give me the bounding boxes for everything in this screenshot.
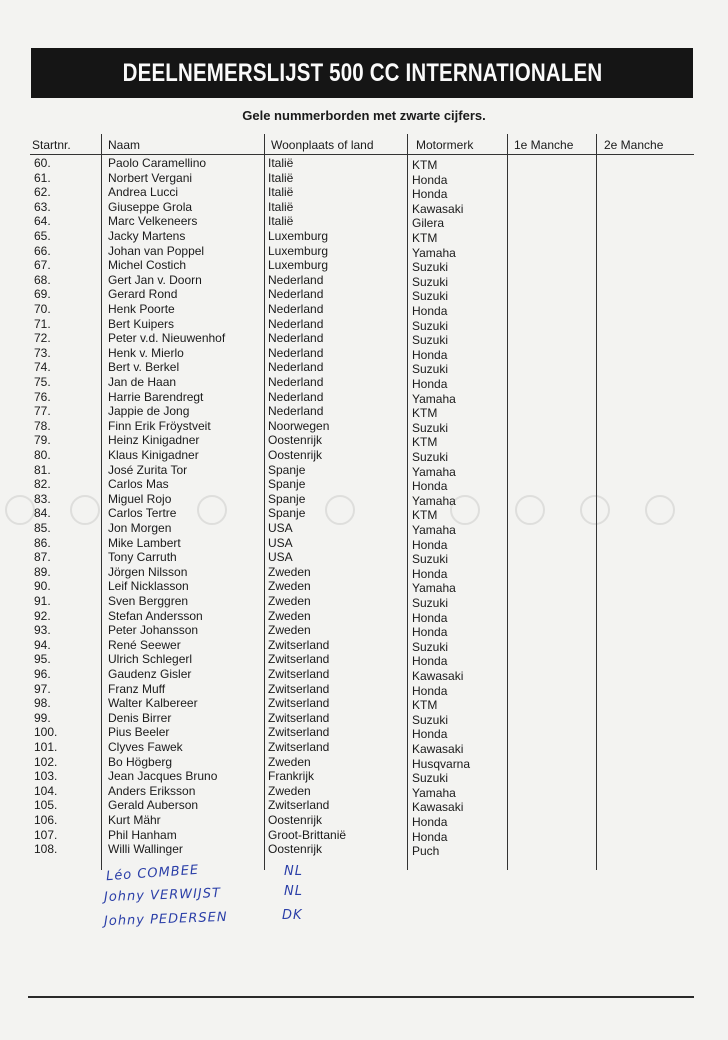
table-row: [30, 200, 694, 215]
place-cell: Frankrijk: [268, 769, 315, 784]
table-row: [30, 171, 694, 186]
make-cell: Kawasaki: [412, 800, 464, 815]
header-manche-2: 2e Manche: [604, 138, 664, 152]
startnr-cell: 85.: [34, 521, 51, 535]
name-cell: Anders Eriksson: [108, 783, 196, 798]
name-cell: Franz Muff: [108, 681, 166, 696]
header-manche-1: 1e Manche: [514, 138, 574, 152]
name-cell: Gaudenz Gisler: [108, 667, 192, 681]
table-row: [30, 755, 694, 770]
make-cell: Husqvarna: [412, 756, 471, 771]
name-cell: Marc Velkeneers: [108, 214, 198, 229]
make-cell: Yamaha: [412, 581, 456, 596]
table-row: [30, 798, 694, 813]
name-cell: Michel Costich: [108, 258, 187, 273]
table-row: [30, 390, 694, 405]
table-row: [30, 623, 694, 638]
table-row: [30, 419, 694, 434]
place-cell: Zwitserland: [268, 681, 330, 696]
make-cell: Honda: [412, 815, 448, 829]
name-cell: Pius Beeler: [108, 725, 170, 740]
name-cell: Norbert Vergani: [108, 170, 193, 185]
place-cell: Zwitserland: [268, 725, 330, 740]
make-cell: Suzuki: [412, 552, 449, 567]
make-cell: Honda: [412, 727, 448, 742]
startnr-cell: 95.: [34, 652, 51, 667]
startnr-cell: 66.: [34, 243, 51, 258]
place-cell: Oostenrijk: [268, 842, 323, 857]
watermark-strip: [0, 488, 728, 548]
name-cell: Gert Jan v. Doorn: [108, 272, 202, 287]
place-cell: Zweden: [268, 594, 311, 608]
place-cell: Nederland: [268, 360, 324, 375]
startnr-cell: 77.: [34, 404, 51, 419]
startnr-cell: 78.: [34, 418, 51, 433]
place-cell: USA: [268, 521, 293, 535]
place-cell: Nederland: [268, 331, 324, 346]
startnr-cell: 91.: [34, 594, 51, 608]
make-cell: Honda: [412, 829, 448, 844]
startnr-cell: 84.: [34, 506, 51, 521]
startnr-cell: 83.: [34, 491, 51, 506]
table-row: [30, 579, 694, 594]
table-row: [30, 652, 694, 667]
startnr-cell: 92.: [34, 608, 51, 623]
make-cell: Honda: [412, 537, 448, 552]
name-cell: Sven Berggren: [108, 594, 189, 608]
place-cell: Zwitserland: [268, 798, 330, 813]
header-startnr: Startnr.: [32, 138, 71, 152]
make-cell: Honda: [412, 566, 448, 581]
startnr-cell: 99.: [34, 710, 51, 725]
startnr-cell: 96.: [34, 667, 51, 681]
table-row: [30, 331, 694, 346]
name-cell: Bo Högberg: [108, 754, 173, 769]
table-row: [30, 667, 694, 682]
place-cell: Nederland: [268, 272, 324, 287]
table-row: [30, 404, 694, 419]
make-cell: Honda: [412, 347, 448, 362]
place-cell: Spanje: [268, 477, 306, 492]
table-row: [30, 594, 694, 609]
place-cell: Spanje: [268, 462, 306, 477]
startnr-cell: 82.: [34, 477, 51, 492]
place-cell: Zweden: [268, 783, 311, 798]
name-cell: Carlos Tertre: [108, 506, 177, 521]
title-banner: [31, 48, 693, 98]
table-row: [30, 346, 694, 361]
name-cell: Jappie de Jong: [108, 404, 190, 419]
place-cell: Luxemburg: [268, 243, 329, 258]
startnr-cell: 86.: [34, 535, 51, 550]
startnr-cell: 101.: [34, 740, 58, 754]
name-cell: Stefan Andersson: [108, 608, 203, 623]
make-cell: Kawasaki: [412, 742, 464, 756]
place-cell: Noorwegen: [268, 418, 330, 433]
place-cell: Oostenrijk: [268, 813, 323, 827]
name-cell: Bert Kuipers: [108, 316, 175, 331]
place-cell: Italië: [268, 156, 294, 170]
startnr-cell: 104.: [34, 783, 58, 798]
table-row: [30, 842, 694, 857]
startnr-cell: 80.: [34, 448, 51, 462]
subtitle: Gele nummerborden met zwarte cijfers.: [242, 108, 486, 123]
table-row: [30, 784, 694, 799]
startnr-cell: 61.: [34, 170, 51, 185]
place-cell: Zwitserland: [268, 667, 330, 681]
startnr-cell: 70.: [34, 302, 51, 316]
place-cell: Nederland: [268, 389, 324, 404]
table-row: [30, 244, 694, 259]
startnr-cell: 63.: [34, 199, 51, 214]
startnr-cell: 65.: [34, 229, 51, 243]
place-cell: Spanje: [268, 491, 306, 506]
table-row: [30, 609, 694, 624]
name-cell: Giuseppe Grola: [108, 199, 193, 214]
place-cell: USA: [268, 550, 293, 565]
name-cell: Carlos Mas: [108, 477, 169, 492]
place-cell: Zweden: [268, 564, 311, 579]
make-cell: Suzuki: [412, 333, 449, 348]
table-row: [30, 813, 694, 828]
place-cell: Zweden: [268, 579, 311, 594]
handwritten-name: Johny VERWIJST: [103, 885, 222, 906]
table-row: [30, 463, 694, 478]
make-cell: Yamaha: [412, 245, 456, 260]
startnr-cell: 100.: [34, 725, 58, 740]
table-row: [30, 375, 694, 390]
name-cell: Henk Poorte: [108, 302, 175, 316]
make-cell: Yamaha: [412, 493, 456, 508]
startnr-cell: 62.: [34, 185, 51, 200]
name-cell: Phil Hanham: [108, 827, 177, 842]
name-cell: Willi Wallinger: [108, 842, 183, 857]
startnr-cell: 103.: [34, 769, 58, 784]
make-cell: Kawasaki: [412, 201, 464, 216]
table-row: [30, 740, 694, 755]
name-cell: Jon Morgen: [108, 521, 172, 535]
make-cell: Kawasaki: [412, 669, 464, 683]
name-cell: Jacky Martens: [108, 229, 186, 243]
table-row: [30, 828, 694, 843]
name-cell: Gerald Auberson: [108, 798, 199, 813]
name-cell: Andrea Lucci: [108, 185, 179, 200]
make-cell: KTM: [412, 231, 438, 245]
place-cell: Nederland: [268, 316, 324, 331]
make-cell: Honda: [412, 187, 448, 202]
name-cell: Jan de Haan: [108, 375, 177, 389]
handwritten-place: DK: [282, 908, 303, 923]
name-cell: Walter Kalbereer: [108, 696, 198, 711]
table-row: [30, 769, 694, 784]
handwritten-name: Johny PEDERSEN: [103, 909, 228, 930]
make-cell: KTM: [412, 508, 438, 523]
name-cell: Ulrich Schlegerl: [108, 652, 193, 667]
startnr-cell: 94.: [34, 637, 51, 652]
header-place: Woonplaats of land: [271, 138, 374, 152]
make-cell: Puch: [412, 844, 440, 859]
make-cell: Suzuki: [412, 596, 449, 610]
table-row: [30, 317, 694, 332]
startnr-cell: 71.: [34, 316, 51, 331]
name-cell: Jörgen Nilsson: [108, 564, 188, 579]
name-cell: Finn Erik Fröystveit: [108, 418, 211, 433]
table-row: [30, 360, 694, 375]
table-row: [30, 273, 694, 288]
handwritten-name: Léo COMBEE: [105, 862, 200, 885]
name-cell: Peter Johansson: [108, 623, 199, 638]
make-cell: Honda: [412, 479, 448, 494]
place-cell: Zwitserland: [268, 740, 330, 754]
make-cell: Suzuki: [412, 289, 449, 304]
name-cell: Denis Birrer: [108, 710, 172, 725]
name-cell: Klaus Kinigadner: [108, 448, 199, 462]
startnr-cell: 97.: [34, 681, 51, 696]
startnr-cell: 98.: [34, 696, 51, 711]
name-cell: Johan van Poppel: [108, 243, 205, 258]
place-cell: Oostenrijk: [268, 433, 323, 448]
make-cell: Gilera: [412, 216, 445, 231]
table-row: [30, 682, 694, 697]
startnr-cell: 90.: [34, 579, 51, 594]
make-cell: Suzuki: [412, 362, 449, 377]
startnr-cell: 67.: [34, 258, 51, 273]
make-cell: KTM: [412, 698, 438, 713]
table-row: [30, 287, 694, 302]
name-cell: Tony Carruth: [108, 550, 177, 565]
table-row: [30, 565, 694, 580]
table-row: [30, 156, 694, 171]
table-row: [30, 302, 694, 317]
table-row: [30, 185, 694, 200]
handwritten-place: NL: [284, 884, 303, 899]
make-cell: Honda: [412, 683, 448, 698]
startnr-cell: 68.: [34, 272, 51, 287]
handwritten-place: NL: [284, 864, 303, 879]
name-cell: José Zurita Tor: [108, 462, 188, 477]
place-cell: Zwitserland: [268, 710, 330, 725]
table-row: [30, 550, 694, 565]
name-cell: Mike Lambert: [108, 535, 181, 550]
place-cell: Nederland: [268, 345, 324, 360]
header-name: Naam: [108, 138, 141, 152]
name-cell: Henk v. Mierlo: [108, 345, 184, 360]
make-cell: Suzuki: [412, 450, 449, 464]
startnr-cell: 60.: [34, 156, 51, 170]
name-cell: Heinz Kinigadner: [108, 433, 200, 448]
make-cell: Suzuki: [412, 318, 449, 333]
make-cell: KTM: [412, 158, 438, 172]
make-cell: Suzuki: [412, 771, 449, 786]
make-cell: Suzuki: [412, 712, 449, 727]
make-cell: Honda: [412, 654, 448, 669]
startnr-cell: 105.: [34, 798, 58, 813]
name-cell: Paolo Caramellino: [108, 156, 207, 170]
make-cell: Honda: [412, 377, 448, 391]
startnr-cell: 108.: [34, 842, 58, 857]
name-cell: Jean Jacques Bruno: [108, 769, 218, 784]
place-cell: Zwitserland: [268, 652, 330, 667]
make-cell: Yamaha: [412, 785, 456, 800]
make-cell: Honda: [412, 172, 448, 187]
make-cell: Yamaha: [412, 391, 456, 406]
startnr-cell: 73.: [34, 345, 51, 360]
table-row: [30, 433, 694, 448]
place-cell: Nederland: [268, 375, 324, 389]
startnr-cell: 106.: [34, 813, 58, 827]
make-cell: Honda: [412, 625, 448, 640]
place-cell: Zweden: [268, 608, 311, 623]
place-cell: Spanje: [268, 506, 306, 521]
name-cell: Miguel Rojo: [108, 491, 172, 506]
startnr-cell: 81.: [34, 462, 51, 477]
make-cell: Honda: [412, 304, 448, 318]
place-cell: Nederland: [268, 404, 324, 419]
name-cell: Gerard Rond: [108, 287, 178, 302]
startnr-cell: 72.: [34, 331, 51, 346]
name-cell: Bert v. Berkel: [108, 360, 180, 375]
place-cell: Italië: [268, 199, 294, 214]
place-cell: Italië: [268, 185, 294, 200]
startnr-cell: 89.: [34, 564, 51, 579]
footer-rule: [28, 996, 694, 998]
startnr-cell: 87.: [34, 550, 51, 565]
place-cell: Italië: [268, 170, 294, 185]
place-cell: Groot-Brittanië: [268, 827, 347, 842]
name-cell: Kurt Mähr: [108, 813, 161, 827]
place-cell: Zweden: [268, 754, 311, 769]
startnr-cell: 93.: [34, 623, 51, 638]
name-cell: Harrie Barendregt: [108, 389, 204, 404]
startnr-cell: 76.: [34, 389, 51, 404]
table-row: [30, 229, 694, 244]
make-cell: KTM: [412, 406, 438, 421]
table-row: [30, 214, 694, 229]
startnr-cell: 64.: [34, 214, 51, 229]
name-cell: René Seewer: [108, 637, 181, 652]
place-cell: Luxemburg: [268, 229, 329, 243]
place-cell: Italië: [268, 214, 294, 229]
place-cell: Nederland: [268, 287, 324, 302]
page-title: DEELNEMERSLIJST 500 CC INTERNATIONALEN: [122, 58, 602, 87]
table-header: [30, 134, 694, 152]
place-cell: Zwitserland: [268, 696, 330, 711]
place-cell: Zwitserland: [268, 637, 330, 652]
make-cell: Yamaha: [412, 523, 456, 537]
make-cell: KTM: [412, 435, 438, 450]
name-cell: Clyves Fawek: [108, 740, 183, 754]
make-cell: Yamaha: [412, 464, 456, 479]
table-row: [30, 638, 694, 653]
header-make: Motormerk: [416, 138, 474, 152]
name-cell: Leif Nicklasson: [108, 579, 189, 594]
make-cell: Suzuki: [412, 274, 449, 289]
place-cell: Zweden: [268, 623, 311, 638]
startnr-cell: 79.: [34, 433, 51, 448]
startnr-cell: 107.: [34, 827, 58, 842]
startnr-cell: 102.: [34, 754, 58, 769]
table-row: [30, 448, 694, 463]
place-cell: Nederland: [268, 302, 324, 316]
name-cell: Peter v.d. Nieuwenhof: [108, 331, 226, 346]
startnr-cell: 75.: [34, 375, 51, 389]
place-cell: Luxemburg: [268, 258, 329, 273]
table-row: [30, 711, 694, 726]
place-cell: Oostenrijk: [268, 448, 323, 462]
table-row: [30, 696, 694, 711]
place-cell: USA: [268, 535, 293, 550]
make-cell: Suzuki: [412, 639, 449, 654]
startnr-cell: 69.: [34, 287, 51, 302]
table-row: [30, 725, 694, 740]
make-cell: Suzuki: [412, 420, 449, 435]
make-cell: Honda: [412, 610, 448, 625]
table-row: [30, 258, 694, 273]
header-divider: [30, 154, 694, 155]
startnr-cell: 74.: [34, 360, 51, 375]
make-cell: Suzuki: [412, 260, 449, 275]
